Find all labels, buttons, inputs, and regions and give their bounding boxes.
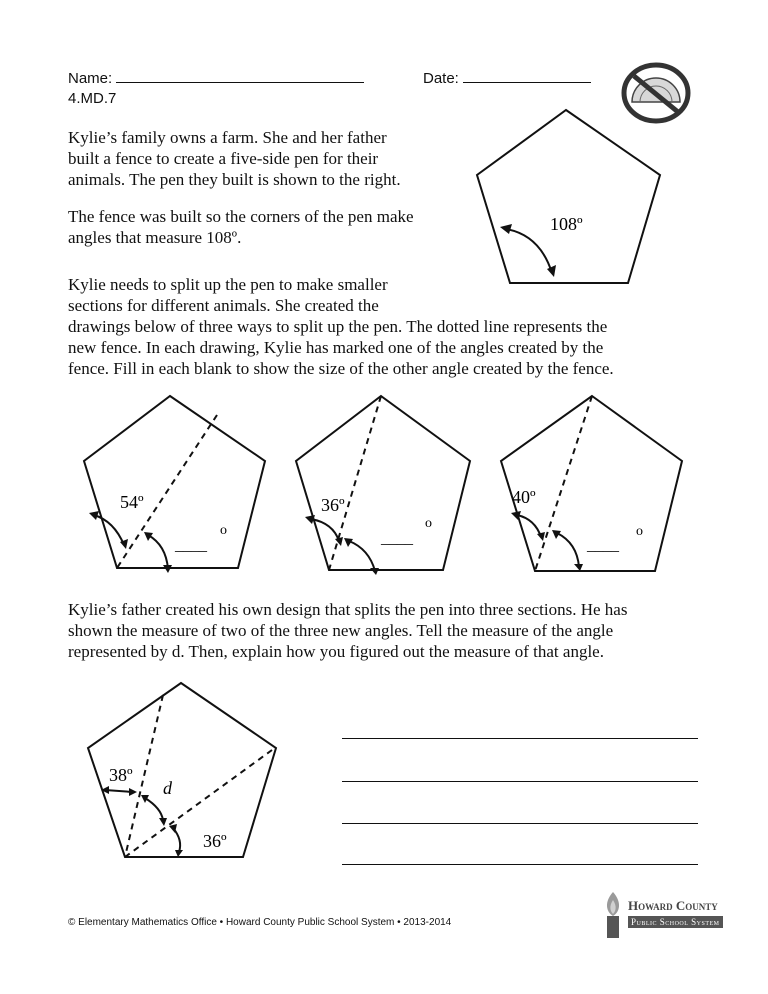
angle-38-label: 38º — [109, 765, 133, 785]
answer-blank: ____ — [381, 530, 413, 547]
answer-line-3[interactable] — [342, 823, 698, 824]
degree-mark: o — [220, 523, 227, 538]
answer-blank: ____ — [175, 537, 207, 554]
dotted-fence-2 — [125, 750, 272, 857]
hcpss-logo: Howard County Public School System — [598, 888, 710, 942]
answer-line-2[interactable] — [342, 781, 698, 782]
answer-line-4[interactable] — [342, 864, 698, 865]
date-label: Date: — [423, 70, 459, 87]
degree-mark: o — [636, 524, 643, 539]
angle-label: 108º — [550, 214, 583, 234]
name-label: Name: — [68, 70, 113, 87]
father-paragraph: Kylie’s father created his own design that splits the pen into three sections. He has shown the measure of two of the three new angles. Tell the measure of the angle represented by d. Then, explain how you figured out the measure of that angle. — [68, 600, 628, 661]
answer-line-1[interactable] — [342, 738, 698, 739]
name-field[interactable] — [68, 70, 364, 87]
drawing-3 — [497, 393, 697, 575]
torch-icon — [598, 888, 628, 942]
answer-blank: ____ — [587, 537, 619, 554]
angle-d-label: d — [163, 778, 172, 798]
given-angle-label: 36º — [321, 495, 345, 515]
footer-text: © Elementary Mathematics Office • Howard County Public School System • 2013-2014 — [68, 917, 452, 928]
date-field[interactable] — [423, 70, 591, 87]
intro-paragraph: Kylie’s family owns a farm. She and her father built a fence to create a five-side pen for their animals. The pen they built is shown to the right. — [68, 128, 401, 189]
date-blank[interactable] — [463, 82, 591, 83]
dotted-fence — [535, 396, 592, 571]
angle-arc — [506, 229, 552, 273]
drawing-1 — [82, 393, 282, 573]
angle-36-label: 36º — [203, 831, 227, 851]
father-drawing — [85, 680, 285, 865]
name-blank[interactable] — [116, 82, 364, 83]
main-pentagon-figure — [470, 105, 670, 295]
given-angle-label: 54º — [120, 492, 144, 512]
split-paragraph: Kylie needs to split up the pen to make smaller sections for different animals. She created the drawings below of three ways to split up the pen. The dotted line represents the new fence. In each drawing, Kylie has marked one of the angles created by the fence. Fill in each blank to show the size of the other angle created by the fence. — [68, 275, 614, 378]
degree-mark: o — [425, 516, 432, 531]
fence-paragraph: The fence was built so the corners of the pen make angles that measure 108º. — [68, 207, 414, 247]
standard-code: 4.MD.7 — [68, 90, 117, 107]
pentagon-outline — [477, 110, 660, 283]
drawing-2 — [293, 393, 493, 575]
given-angle-label: 40º — [512, 487, 536, 507]
